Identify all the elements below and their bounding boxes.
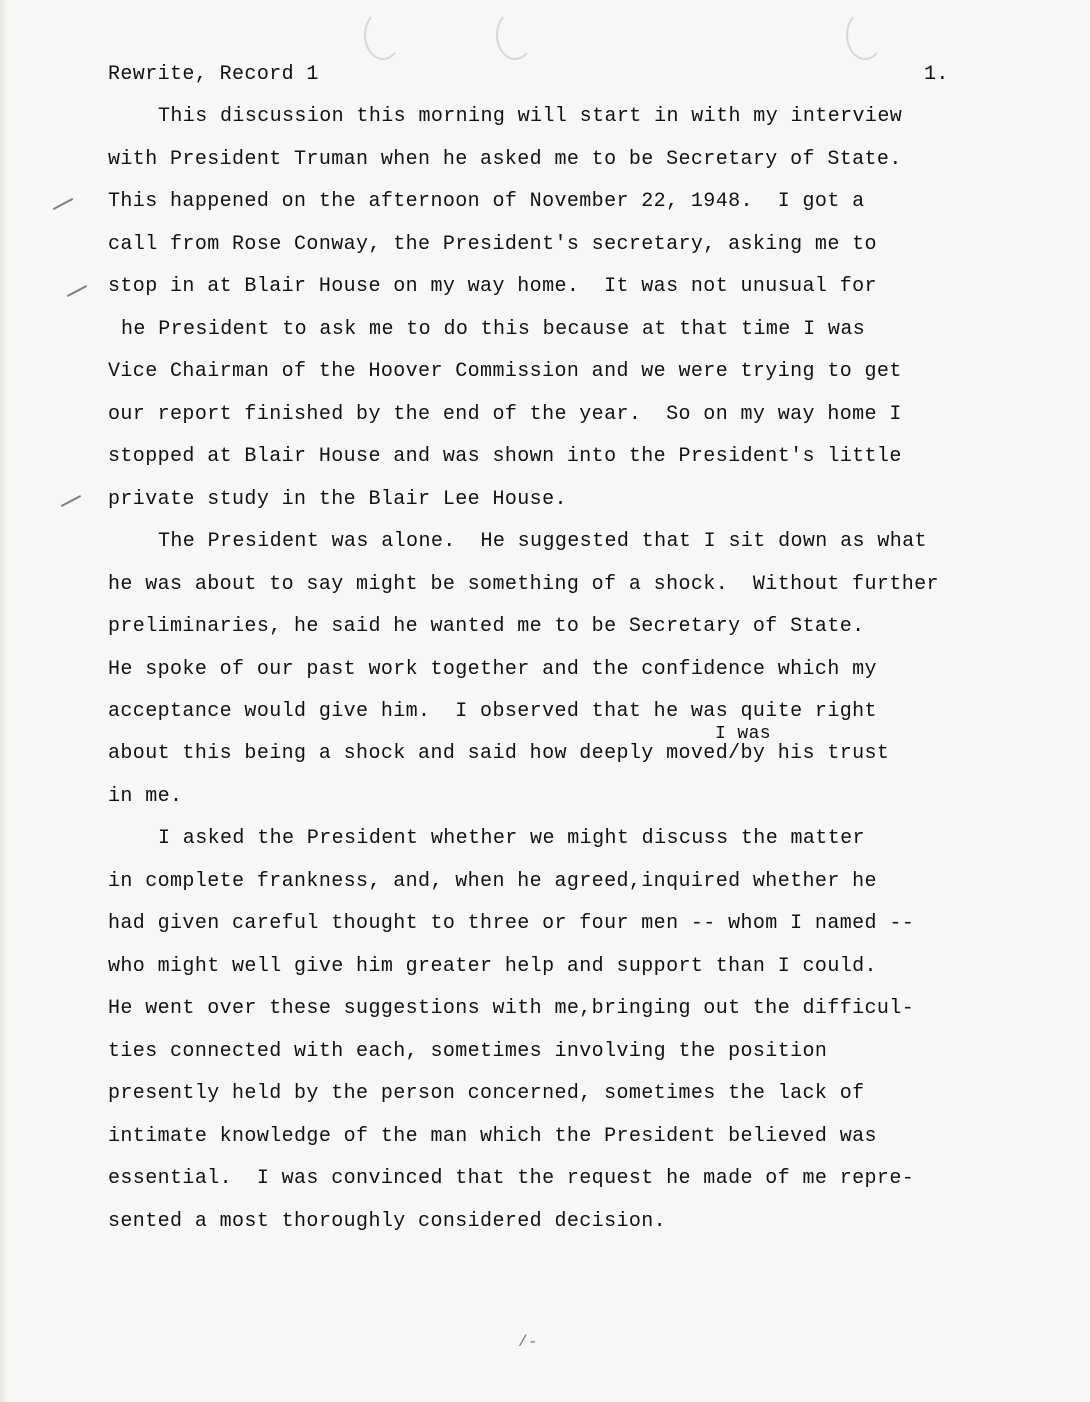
punch-marks xyxy=(0,0,1090,70)
text-line: who might well give him greater help and support than I could. xyxy=(108,955,877,978)
text-line: I asked the President whether we might discuss the matter xyxy=(158,827,865,850)
text-line: with President Truman when he asked me to be Secretary of State. xyxy=(108,148,902,171)
page-edge-shadow xyxy=(0,0,8,1402)
text-line: in complete frankness, and, when he agreed,inquired whether he xyxy=(108,870,877,893)
text-line: This happened on the afternoon of November 22, 1948. I got a xyxy=(108,190,865,213)
text-line: preliminaries, he said he wanted me to be Secretary of State. xyxy=(108,615,865,638)
text-line: our report finished by the end of the year. So on my way home I xyxy=(108,403,902,426)
text-line: private study in the Blair Lee House. xyxy=(108,488,567,511)
punch-mark xyxy=(496,10,534,60)
text-line: presently held by the person concerned, sometimes the lack of xyxy=(108,1082,865,1105)
text-line: acceptance would give him. I observed that he was quite right xyxy=(108,700,877,723)
text-line: stop in at Blair House on my way home. It was not unusual for xyxy=(108,275,877,298)
text-line: He went over these suggestions with me,bringing out the difficul- xyxy=(108,997,915,1020)
margin-check-mark xyxy=(67,285,87,297)
text-line: intimate knowledge of the man which the President believed was xyxy=(108,1125,877,1148)
text-line: about this being a shock and said how deeply moved/by his trust xyxy=(108,742,890,765)
text-line: Vice Chairman of the Hoover Commission and we were trying to get xyxy=(108,360,902,383)
page-number: 1. xyxy=(924,63,949,86)
footer-mark: /- xyxy=(518,1333,539,1351)
text-line: stopped at Blair House and was shown into the President's little xyxy=(108,445,902,468)
text-line: had given careful thought to three or four men -- whom I named -- xyxy=(108,912,915,935)
text-line: call from Rose Conway, the President's secretary, asking me to xyxy=(108,233,877,256)
margin-check-mark xyxy=(53,198,73,210)
punch-mark xyxy=(846,10,884,60)
text-line: in me. xyxy=(108,785,183,808)
text-line: ties connected with each, sometimes involving the position xyxy=(108,1040,828,1063)
text-line: sented a most thoroughly considered decision. xyxy=(108,1210,667,1233)
text-line: The President was alone. He suggested that I sit down as what xyxy=(158,530,927,553)
text-line: he was about to say might be something of a shock. Without further xyxy=(108,573,939,596)
text-line: he President to ask me to do this because at that time I was xyxy=(121,318,866,341)
text-line: This discussion this morning will start in with my interview xyxy=(158,105,903,128)
text-line: essential. I was convinced that the request he made of me repre- xyxy=(108,1167,915,1190)
document-header-title: Rewrite, Record 1 xyxy=(108,63,319,86)
text-line: He spoke of our past work together and the confidence which my xyxy=(108,658,877,681)
margin-check-mark xyxy=(61,495,81,507)
typed-insertion: I was xyxy=(715,724,772,744)
punch-mark xyxy=(364,10,402,60)
